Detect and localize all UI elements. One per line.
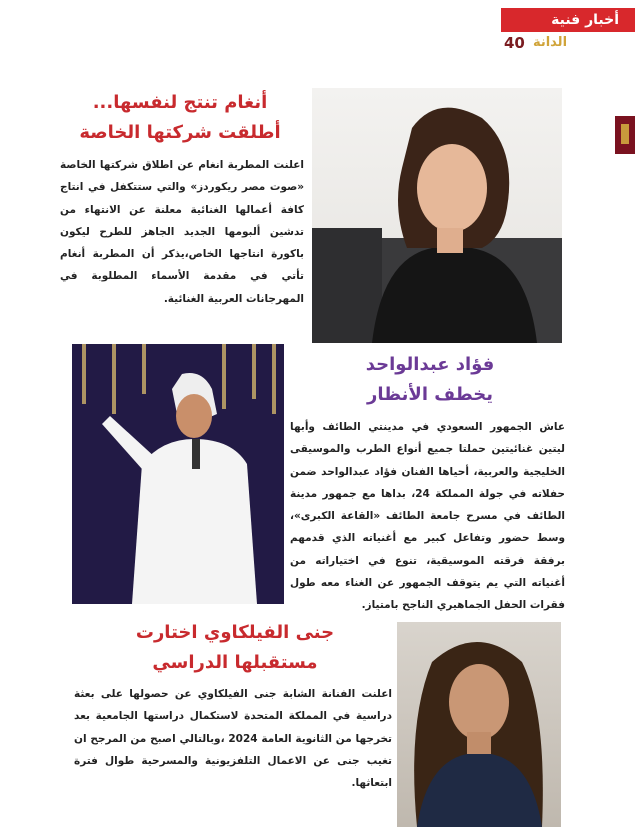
article-3-title-line2: مستقبلها الدراسي <box>152 652 318 673</box>
svg-text:الدانة: الدانة <box>532 35 568 50</box>
article-3-title-line1: جنى الفيلكاوي اختارت <box>135 622 335 643</box>
article-3-body: اعلنت الفنانة الشابة جنى الفيلكاوي عن حصولها على بعثة دراسية في المملكة المتحدة لاستكمال دراستها الجامعية بعد تخرجها من الثانوية العامة 2024 ،وبالتالي اصبح من المرجح ان تغيب جنى عن الاعمال التلفزيونية والمسرحية طوال فترة ابتعاثها. <box>74 688 392 790</box>
article-1-title-line2: أطلقت شركتها الخاصة <box>79 122 281 143</box>
singer-on-stage-illustration <box>72 344 284 604</box>
page-header-logo-row <box>496 32 635 52</box>
article-2-title-line1: فؤاد عبدالواحد <box>365 354 495 375</box>
article-2-photo <box>72 344 284 604</box>
article-3-photo <box>397 622 561 827</box>
young-woman-portrait-illustration <box>397 622 561 827</box>
woman-portrait-illustration <box>312 88 562 343</box>
section-label: أخبار فنية <box>501 8 635 32</box>
article-1-body: اعلنت المطربة انغام عن اطلاق شركتها الخاصة «صوت مصر ريكوردز» والتي ستتكفل في انتاج كافة أعمالها الغنائية معلنة عن الانتهاء من تدشين ألبومها الجديد الجاهز للطرح ليكون باكورة انتاجها الخاص،يذكر أن المطربة أنغام تأتي في مقدمة الأسماء المطلوبة في المهرجانات العربية الغنائية. <box>60 159 304 305</box>
magazine-logo <box>526 32 574 50</box>
article-3-title <box>80 618 390 678</box>
page-number: 40 <box>504 34 525 52</box>
article-2-body: عاش الجمهور السعودي في مدينتي الطائف وأبها ليتين غنائيتين حملتا جميع أنواع الطرب والموسيقى الخليجية والعربية، أحياها الفنان فؤاد عبدالواحد ضمن حفلاته في جولة المملكة 24، بداها مع جمهور مدينة الطائف في مسرح جامعة الطائف «القاعة الكبرى»، وسط حضور وتفاعل كبير مع أغنياته الذي قدمهم برفقة فرقته الموسيقية، تنوع في اختياراته من أغنياته التي يم يتوقف الجمهور عن الغناء معه طول فقرات الحفل الجماهيري الناجح بامتياز. <box>290 421 565 612</box>
page-edge-tab <box>615 116 635 154</box>
article-2-title-line2: يخطف الأنظار <box>367 384 493 405</box>
article-1-title-line1: أنغام تنتج لنفسها... <box>92 92 268 113</box>
article-1-photo <box>312 88 562 343</box>
article-2-title <box>290 350 570 410</box>
article-1-title <box>60 88 300 148</box>
